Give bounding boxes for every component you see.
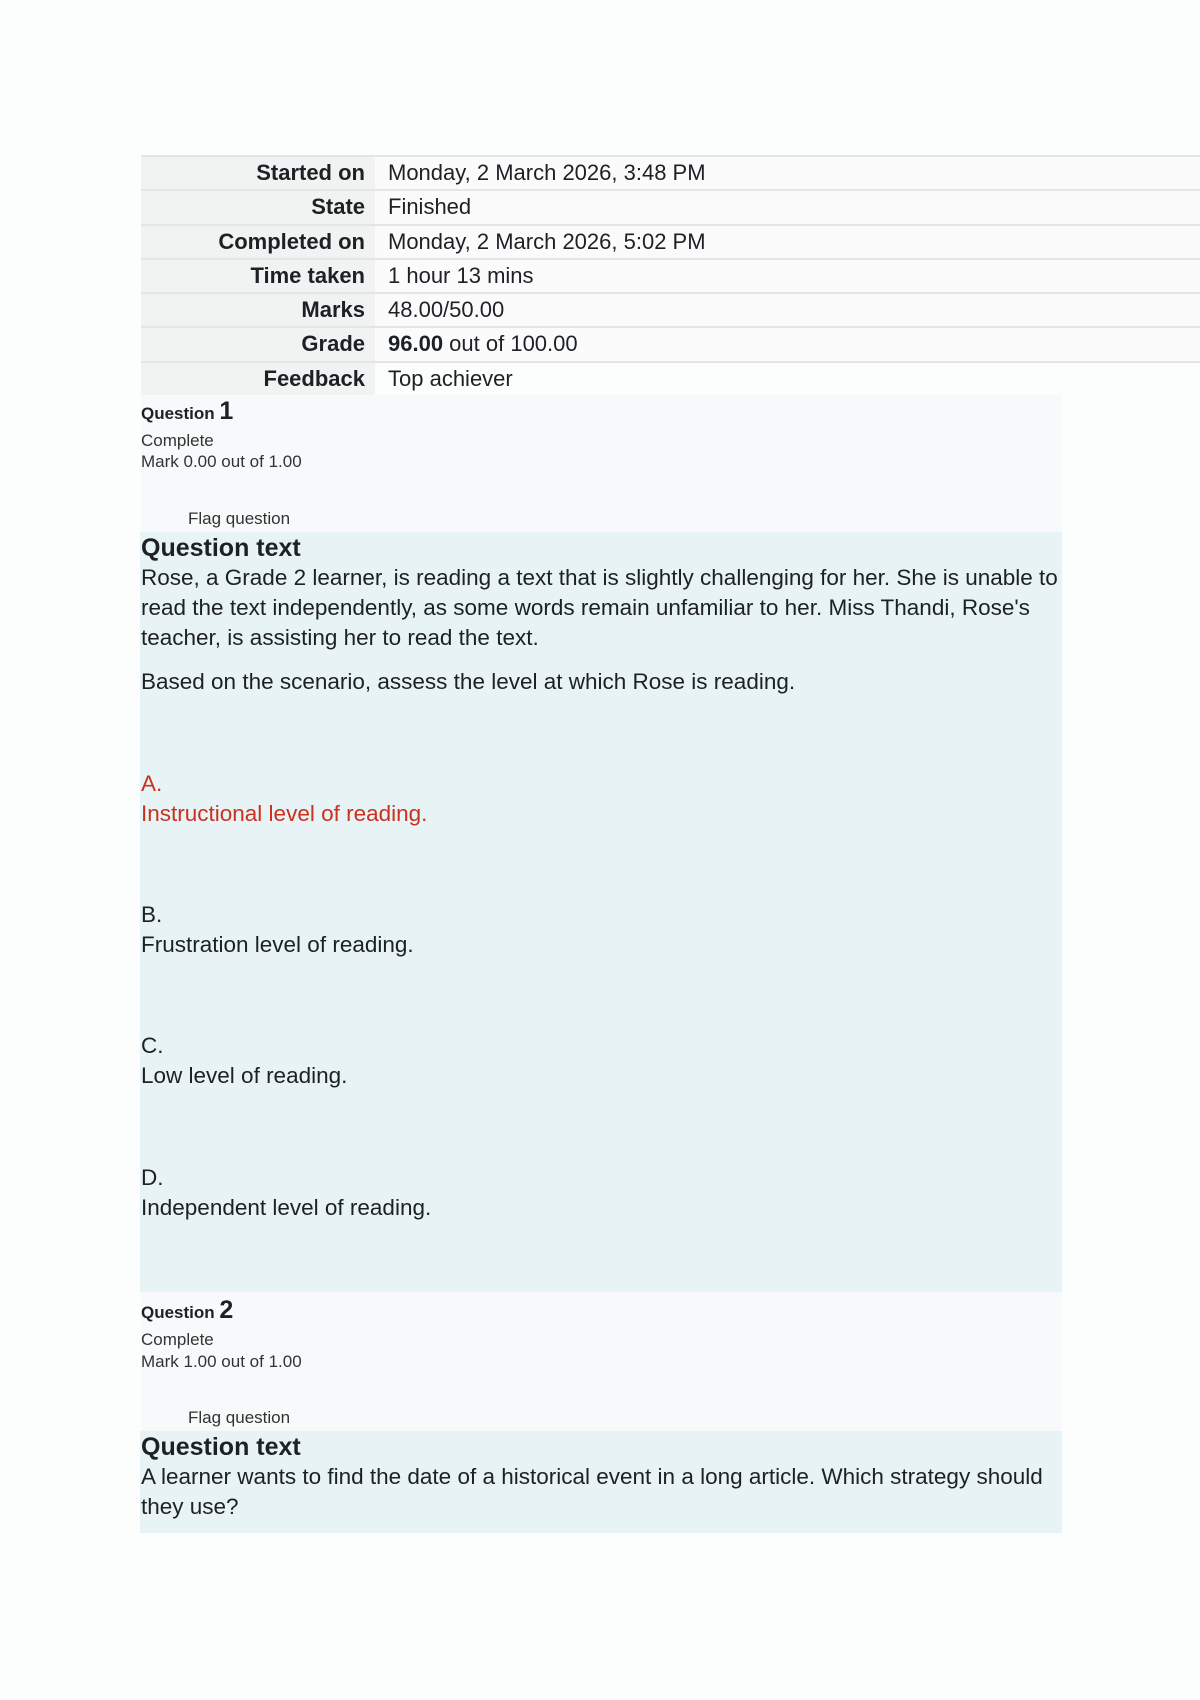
attempt-summary-table [141, 155, 1200, 395]
question-number [141, 397, 233, 426]
summary-row-state [141, 189, 1200, 223]
question-state: Complete [141, 1330, 214, 1349]
answer-option-c[interactable] [141, 1031, 347, 1091]
option-letter: D. [141, 1165, 164, 1190]
question-text-paragraph: A learner wants to find the date of a historical event in a long article. Which strategy should they use? [141, 1464, 1043, 1519]
summary-row-feedback [141, 361, 1200, 395]
summary-value [375, 328, 1200, 360]
summary-label: Marks [141, 294, 375, 326]
summary-value: Top achiever [388, 365, 513, 391]
summary-value: Finished [375, 191, 1200, 223]
question-label: Question [141, 1303, 215, 1322]
summary-label: Started on [141, 157, 375, 189]
question-state: Complete [141, 431, 214, 450]
summary-row-marks [141, 292, 1200, 326]
summary-label: Feedback [141, 363, 375, 395]
question-grade: Mark 0.00 out of 1.00 [141, 452, 302, 471]
summary-row-grade [141, 326, 1200, 360]
option-text: Independent level of reading. [141, 1195, 432, 1220]
summary-label: Grade [141, 328, 375, 360]
summary-row-completed-on [141, 224, 1200, 258]
answer-option-d[interactable] [141, 1163, 431, 1223]
summary-row-time-taken [141, 258, 1200, 292]
flag-question-button[interactable]: Flag question [188, 1408, 291, 1427]
question-label: Question [141, 404, 215, 423]
option-text: Frustration level of reading. [141, 932, 414, 957]
question-text-heading: Question text [141, 534, 301, 562]
summary-label: State [141, 191, 375, 223]
question-1-content [140, 532, 1062, 1292]
question-1-info [141, 395, 1062, 532]
question-text-heading: Question text [141, 1433, 301, 1461]
summary-value: 1 hour 13 mins [375, 260, 1200, 292]
question-2-info [141, 1292, 1062, 1431]
grade-score: 96.00 [388, 331, 444, 357]
question-text-paragraph: Rose, a Grade 2 learner, is reading a text that is slightly challenging for her. She is unable to read the text independently, as some words remain unfamiliar to her. Miss Thandi, Rose's teacher, is assisting her to read the text. [141, 565, 1058, 650]
question-number-value: 2 [219, 1296, 234, 1324]
summary-value: 48.00/50.00 [375, 294, 1200, 326]
option-letter: C. [141, 1033, 164, 1058]
question-number-value: 1 [219, 397, 234, 425]
summary-value: Monday, 2 March 2026, 3:48 PM [375, 157, 1200, 189]
summary-label: Time taken [141, 260, 375, 292]
option-text: Low level of reading. [141, 1063, 348, 1088]
answer-option-b[interactable] [141, 900, 414, 960]
flag-question-button[interactable]: Flag question [188, 509, 291, 528]
question-number [141, 1296, 233, 1325]
summary-label: Completed on [141, 226, 375, 258]
option-letter: B. [141, 902, 163, 927]
question-grade: Mark 1.00 out of 1.00 [141, 1352, 302, 1371]
option-letter: A. [141, 771, 163, 796]
summary-value: Monday, 2 March 2026, 5:02 PM [375, 226, 1200, 258]
grade-out-of: out of 100.00 [443, 331, 578, 357]
question-text-paragraph: Based on the scenario, assess the level at which Rose is reading. [141, 669, 796, 694]
option-text: Instructional level of reading. [141, 801, 428, 826]
answer-option-a[interactable] [141, 769, 427, 829]
summary-row-started-on [141, 155, 1200, 189]
question-2-content [140, 1431, 1062, 1533]
